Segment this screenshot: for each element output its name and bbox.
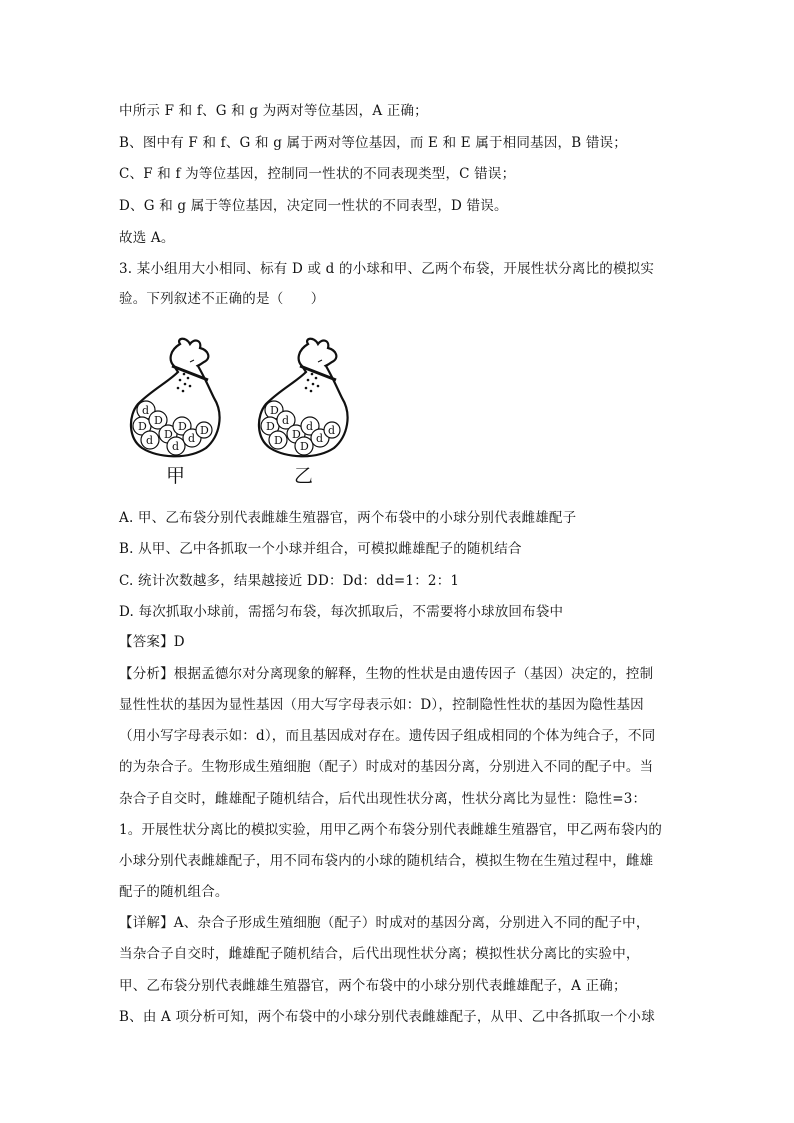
question-stem: 验。下列叙述不正确的是（ ）: [119, 291, 325, 307]
answer-line: 【答案】D: [119, 634, 185, 650]
text-line: D、G 和 g 属于等位基因，决定同一性状的不同表型，D 错误。: [119, 198, 508, 214]
analysis-line: 的为杂合子。生物形成生殖细胞（配子）时成对的基因分离，分别进入不同的配子中。当: [119, 759, 654, 775]
bags-illustration: [128, 336, 368, 492]
question-stem: 3. 某小组用大小相同、标有 D 或 d 的小球和甲、乙两个布袋，开展性状分离比的模拟实: [119, 261, 655, 277]
ball-label: d: [188, 432, 196, 445]
bags-figure: [128, 336, 368, 492]
ball-label: D: [154, 414, 163, 427]
bag-jia: [131, 339, 220, 487]
ball-label: d: [306, 420, 314, 433]
ball-label: d: [146, 434, 154, 447]
ball-label: D: [178, 420, 187, 433]
ball-label: D: [270, 404, 279, 417]
ball-label: D: [300, 440, 309, 453]
option-b: B. 从甲、乙中各抓取一个小球并组合，可模拟雌雄配子的随机结合: [119, 541, 522, 557]
ball-label: D: [266, 420, 275, 433]
ball-label: D: [200, 424, 209, 437]
bag-label-yi: 乙: [294, 465, 314, 487]
option-d: D. 每次抓取小球前，需摇匀布袋，每次抓取后，不需要将小球放回布袋中: [119, 604, 564, 620]
text-line: 中所示 F 和 f、G 和 g 为两对等位基因，A 正确；: [119, 103, 428, 119]
ball-label: d: [282, 414, 290, 427]
analysis-line: 杂合子自交时，雌雄配子随机结合，后代出现性状分离，性状分离比为显性：隐性=3：: [119, 791, 647, 807]
ball-label: d: [172, 440, 180, 453]
option-a: A. 甲、乙布袋分别代表雌雄生殖器官，两个布袋中的小球分别代表雌雄配子: [119, 510, 577, 526]
detail-line: 【详解】A、杂合子形成生殖细胞（配子）时成对的基因分离，分别进入不同的配子中，: [119, 915, 650, 931]
analysis-line: （用小写字母表示如：d），而且基因成对存在。遗传因子组成相同的个体为纯合子，不同: [119, 728, 656, 744]
analysis-line: 【分析】根据孟德尔对分离现象的解释，生物的性状是由遗传因子（基因）决定的，控制: [119, 666, 654, 682]
analysis-line: 1。开展性状分离比的模拟实验，用甲乙两个布袋分别代表雌雄生殖器官，甲乙两布袋内的: [119, 822, 663, 838]
detail-line: 当杂合子自交时，雌雄配子随机结合，后代出现性状分离；模拟性状分离比的实验中，: [119, 946, 640, 962]
ball-label: d: [142, 404, 150, 417]
text-line: C、F 和 f 为等位基因，控制同一性状的不同表现类型，C 错误；: [119, 166, 516, 182]
option-c: C. 统计次数越多，结果越接近 DD：Dd：dd=1：2：1: [119, 573, 460, 589]
ball-label: D: [138, 420, 147, 433]
ball-label: D: [164, 428, 173, 441]
ball-label: d: [316, 432, 324, 445]
ball-label: D: [292, 428, 301, 441]
analysis-line: 显性性状的基因为显性基因（用大写字母表示如：D），控制隐性性状的基因为隐性基因: [119, 697, 644, 713]
analysis-line: 小球分别代表雌雄配子，用不同布袋内的小球的随机结合，模拟生物在生殖过程中，雌雄: [119, 853, 654, 869]
detail-line: 甲、乙布袋分别代表雌雄生殖器官，两个布袋中的小球分别代表雌雄配子，A 正确；: [119, 978, 627, 994]
text-line: 故选 A。: [119, 230, 175, 246]
analysis-line: 配子的随机组合。: [119, 884, 229, 900]
bag-label-jia: 甲: [166, 465, 186, 487]
bag-yi: [259, 339, 348, 487]
text-line: B、图中有 F 和 f、G 和 g 属于两对等位基因，而 E 和 E 属于相同基因，B 错误；: [119, 135, 627, 151]
detail-line: B、由 A 项分析可知，两个布袋中的小球分别代表雌雄配子，从甲、乙中各抓取一个小球: [119, 1009, 655, 1025]
ball-label: D: [274, 434, 283, 447]
ball-label: d: [328, 424, 336, 437]
